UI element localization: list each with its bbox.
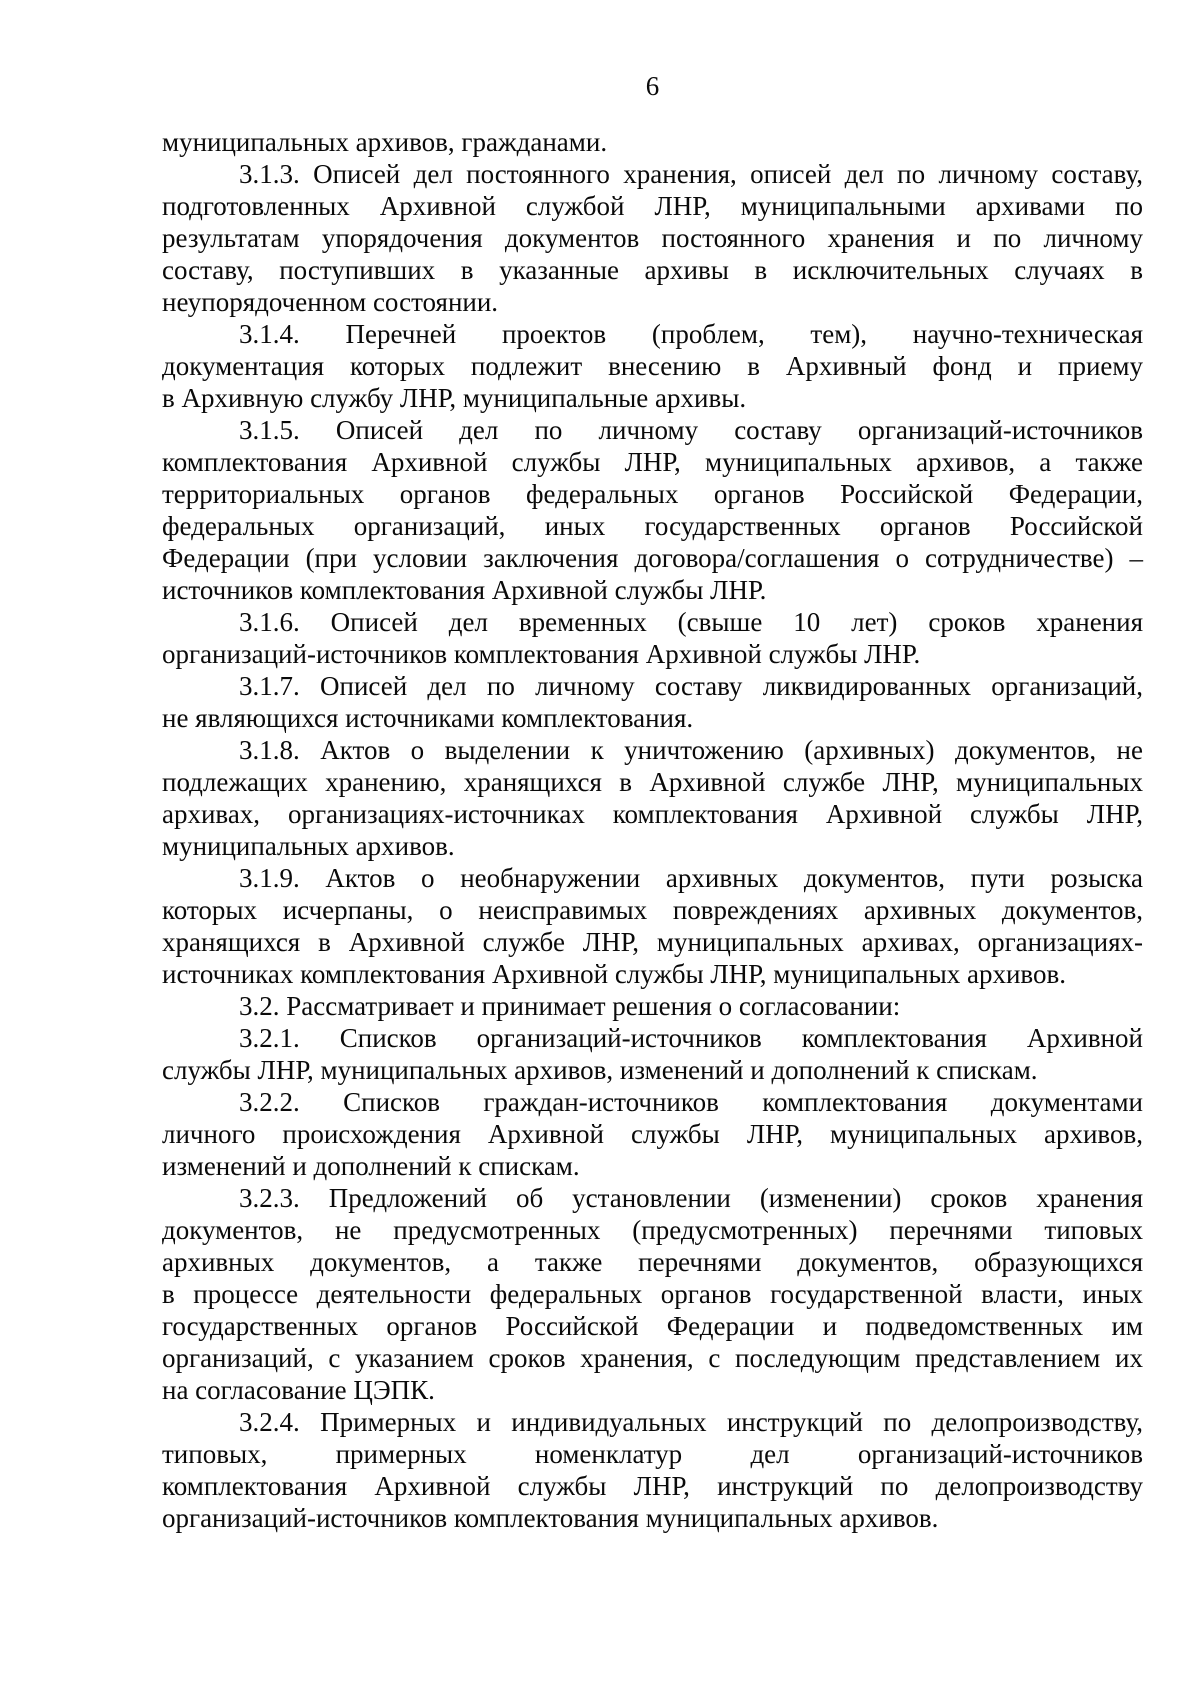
text-line: государственных органов Российской Федерации и подведомственных им xyxy=(162,1311,1143,1341)
text-line: территориальных органов федеральных органов Российской Федерации, xyxy=(162,479,1143,509)
text-line: результатам упорядочения документов постоянного хранения и по личному xyxy=(162,223,1143,253)
text-line: в процессе деятельности федеральных органов государственной власти, иных xyxy=(162,1279,1143,1309)
text-line: 3.1.9. Актов о необнаружении архивных документов, пути розыска xyxy=(239,863,1143,893)
paragraph xyxy=(162,126,1143,158)
text-line: 3.1.7. Описей дел по личному составу ликвидированных организаций, xyxy=(239,671,1143,701)
text-line: комплектования Архивной службы ЛНР, инструкций по делопроизводству xyxy=(162,1471,1143,1501)
text-line: архивах, организациях-источниках комплектования Архивной службы ЛНР, xyxy=(162,799,1143,829)
text-line: на согласование ЦЭПК. xyxy=(162,1375,435,1405)
text-line: подготовленных Архивной службой ЛНР, муниципальными архивами по xyxy=(162,191,1143,221)
text-line: 3.1.4. Перечней проектов (проблем, тем), научно-техническая xyxy=(239,319,1143,349)
text-line: хранящихся в Архивной службе ЛНР, муниципальных архивах, организациях- xyxy=(162,927,1143,957)
text-line: 3.2. Рассматривает и принимает решения о согласовании: xyxy=(239,991,901,1021)
text-line: 3.2.2. Списков граждан-источников комплектования документами xyxy=(239,1087,1143,1117)
text-line: 3.2.3. Предложений об установлении (изменении) сроков хранения xyxy=(239,1183,1143,1213)
paragraph xyxy=(162,414,1143,606)
text-line: муниципальных архивов, гражданами. xyxy=(162,127,608,157)
text-line: которых исчерпаны, о неисправимых повреждениях архивных документов, xyxy=(162,895,1143,925)
text-line: составу, поступивших в указанные архивы в исключительных случаях в xyxy=(162,255,1143,285)
text-line: неупорядоченном состоянии. xyxy=(162,287,499,317)
text-line: организаций, с указанием сроков хранения, с последующим представлением их xyxy=(162,1343,1143,1373)
paragraph xyxy=(162,318,1143,414)
text-line: типовых, примерных номенклатур дел организаций-источников xyxy=(162,1439,1143,1469)
text-line: 3.1.5. Описей дел по личному составу организаций-источников xyxy=(239,415,1143,445)
text-line: подлежащих хранению, хранящихся в Архивной службе ЛНР, муниципальных xyxy=(162,767,1143,797)
text-line: документов, не предусмотренных (предусмотренных) перечнями типовых xyxy=(162,1215,1143,1245)
text-line: муниципальных архивов. xyxy=(162,831,455,861)
paragraph xyxy=(162,734,1143,862)
text-line: 3.1.6. Описей дел временных (свыше 10 лет) сроков хранения xyxy=(239,607,1143,637)
text-line: комплектования Архивной службы ЛНР, муниципальных архивов, а также xyxy=(162,447,1143,477)
text-line: документация которых подлежит внесению в Архивный фонд и приему xyxy=(162,351,1143,381)
text-line: не являющихся источниками комплектования. xyxy=(162,703,694,733)
text-line: федеральных организаций, иных государственных органов Российской xyxy=(162,511,1143,541)
paragraph xyxy=(162,862,1143,990)
page-number: 6 xyxy=(645,71,660,101)
text-line: 3.2.4. Примерных и индивидуальных инструкций по делопроизводству, xyxy=(239,1407,1143,1437)
text-line: в Архивную службу ЛНР, муниципальные архивы. xyxy=(162,383,747,413)
text-line: источниках комплектования Архивной службы ЛНР, муниципальных архивов. xyxy=(162,959,1066,989)
paragraph xyxy=(162,1406,1143,1534)
text-line: 3.2.1. Списков организаций-источников комплектования Архивной xyxy=(239,1023,1143,1053)
paragraph xyxy=(162,1086,1143,1182)
text-line: службы ЛНР, муниципальных архивов, изменений и дополнений к спискам. xyxy=(162,1055,1038,1085)
text-line: Федерации (при условии заключения договора/соглашения о сотрудничестве) – xyxy=(162,543,1143,573)
text-line: источников комплектования Архивной службы ЛНР. xyxy=(162,575,767,605)
text-line: архивных документов, а также перечнями документов, образующихся xyxy=(162,1247,1143,1277)
text-line: организаций-источников комплектования муниципальных архивов. xyxy=(162,1503,939,1533)
paragraph xyxy=(162,990,1143,1022)
text-line: личного происхождения Архивной службы ЛНР, муниципальных архивов, xyxy=(162,1119,1143,1149)
paragraph xyxy=(162,606,1143,670)
document-body xyxy=(162,126,1143,1534)
paragraph xyxy=(162,670,1143,734)
paragraph xyxy=(162,1182,1143,1406)
paragraph xyxy=(162,1022,1143,1086)
text-line: изменений и дополнений к спискам. xyxy=(162,1151,580,1181)
text-line: организаций-источников комплектования Архивной службы ЛНР. xyxy=(162,639,921,669)
paragraph xyxy=(162,158,1143,318)
text-line: 3.1.8. Актов о выделении к уничтожению (архивных) документов, не xyxy=(239,735,1143,765)
text-line: 3.1.3. Описей дел постоянного хранения, описей дел по личному составу, xyxy=(239,159,1143,189)
